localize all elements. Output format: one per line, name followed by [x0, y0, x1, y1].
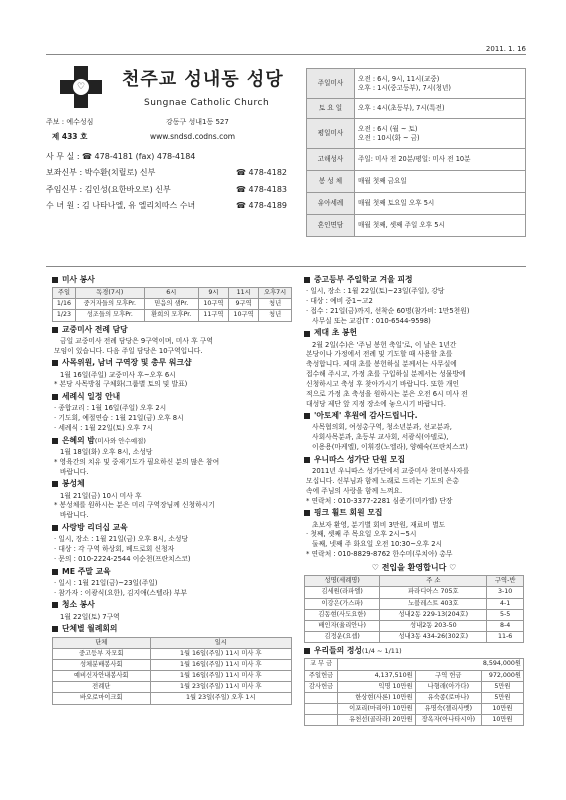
table-row [305, 704, 524, 715]
text-cell: 둘째, 넷째 주 화요일 오전 10:30~오후 2시 [312, 540, 443, 549]
text-cell: · 일시 : 1월 21일(금)~23일(주일) [54, 578, 158, 587]
text-cell: 성내2동 203-50 [380, 620, 487, 631]
text-cell: 오후 : 4시(초등부), 7시(특전) [355, 99, 526, 119]
text-cell: 주임신부 : 김인성(요한바오로) 신부 [46, 184, 171, 194]
text-cell: 1월 16일(주일) 교중미사 후~오후 6시 [60, 370, 176, 379]
text-cell: 오전 : 6시 (월 ~ 토) 오전 : 10시(화 ~ 금) [355, 119, 526, 149]
text-cell: 고해성사 [307, 149, 355, 171]
text-cell: 주일헌금 [305, 670, 338, 681]
section-heading [304, 275, 524, 285]
text-cell: 1월 23일(주일) 11시 미사 후 [150, 682, 291, 693]
text-cell: 1/23 [53, 310, 76, 321]
bullet-square-icon [52, 360, 58, 366]
text-cell: 8-4 [487, 620, 524, 631]
section-heading [52, 325, 292, 335]
text-cell [305, 704, 338, 715]
text-cell: ☎ 478-4182 [236, 168, 288, 178]
table-row [305, 670, 524, 681]
text-cell: 유아세례 [307, 193, 355, 215]
text-cell: 속에 주님의 사랑을 함께 느껴요. [306, 486, 403, 495]
table-row [305, 632, 524, 643]
text-cell: 1월 23일(주일) 오후 1시 [150, 693, 291, 704]
table-row [53, 671, 292, 682]
text-cell: 10만원 [481, 704, 523, 715]
text-cell: 성체분배봉사회 [53, 659, 151, 670]
text-cell: 청년 [259, 299, 292, 310]
issue-number: 제 433 호 [52, 132, 88, 141]
text-cell: 제대 초 봉헌 [314, 328, 358, 338]
text-cell: 성내3동 434-26(302호) [380, 632, 487, 643]
text-cell: 중고등부 자모회 [53, 648, 151, 659]
text-cell: 김동현(사도요한) [305, 609, 380, 620]
text-cell: 10만원 [481, 715, 523, 726]
text-cell: 11-6 [487, 632, 524, 643]
text-cell: 10구역 [229, 310, 259, 321]
text-cell: 핑크 휠트 회원 모집 [314, 508, 383, 518]
text-cell: * 연락처 : 010-3377-2281 심준기(미카엘) 단장 [306, 496, 453, 505]
bullet-square-icon [52, 394, 58, 400]
contact-row [46, 185, 302, 195]
text-cell: 유숙종(로마나) [415, 692, 481, 703]
table-row [53, 310, 292, 321]
text-cell: 5만원 [481, 692, 523, 703]
text-cell: 5만원 [481, 681, 523, 692]
bullet-square-icon [304, 457, 310, 463]
text-cell: 구역-반 [487, 576, 524, 587]
text-cell: 단체별 월례회의 [62, 624, 118, 634]
text-cell: 교중미사 전례 담당 [62, 324, 128, 334]
address: 강동구 성내1동 527 [166, 118, 229, 126]
text-cell: 우니따스 성가단 단원 모집 [314, 454, 405, 464]
text-cell: 오후7시 [259, 288, 292, 299]
text-cell: ☎ 478-4183 [236, 184, 288, 194]
right-column [304, 272, 524, 729]
contact-row [46, 168, 302, 178]
text-cell: 이강은(가스파) [305, 598, 380, 609]
text-cell: 11시 [229, 288, 259, 299]
section-heading [52, 523, 292, 533]
text-cell: 수 녀 원 : 김 나타나엘, 유 엘리치따스 수녀 [46, 201, 196, 211]
text-cell: 8,594,000원 [338, 659, 524, 670]
text-cell [305, 692, 338, 703]
text-cell: 2011년 우니따스 성가단에서 교중미사 찬미봉사자를 [312, 467, 470, 476]
text-cell: 봉 성 체 [307, 171, 355, 193]
text-cell: 봉성체 [62, 479, 85, 489]
text-cell: 환희의 모후Pr. [144, 310, 198, 321]
masthead [46, 58, 302, 262]
cross-logo-icon [60, 66, 102, 108]
table-row [307, 99, 526, 119]
section-heading [52, 567, 292, 577]
text-cell: · 문의 : 010-2224-2544 이순천(프란치스코) [54, 554, 191, 563]
table-row [305, 576, 524, 587]
text-cell: 청소 봉사 [62, 600, 95, 610]
top-rule [46, 54, 526, 55]
text-cell: 교 무 금 [305, 659, 338, 670]
section-heading [52, 436, 292, 446]
table-row [53, 648, 292, 659]
mass-schedule-table [306, 68, 526, 237]
text-cell: 청년 [259, 310, 292, 321]
bullet-square-icon [304, 510, 310, 516]
table-row [307, 193, 526, 215]
text-cell: 1월 21일(금) 10시 미사 후 [60, 491, 142, 500]
text-cell: 주 소 [380, 576, 487, 587]
text-cell: 사목위원, 남녀 구역장 및 총무 워크샵 [62, 358, 192, 368]
text-cell: 토 요 일 [307, 99, 355, 119]
text-cell: ☎ 478-4189 [236, 201, 288, 211]
text-cell: 9구역 [229, 299, 259, 310]
table-row [305, 692, 524, 703]
text-cell: 중거자들의 모후Pr. [75, 299, 144, 310]
text-cell: 배인자(율리안나) [305, 620, 380, 631]
text-cell: 평일미사 [307, 119, 355, 149]
bullet-square-icon [304, 413, 310, 419]
text-cell: * 영육간의 치유 및 중재기도가 필요하신 분의 많은 참여 [54, 457, 220, 466]
text-cell: · 기도회, 예절연습 : 1월 21일(금) 오후 8시 [54, 414, 184, 423]
text-cell: 사회사목분과, 초등부 교사회, 서광식(아델로), [312, 433, 449, 442]
text-cell: 김세원(라파엘) [305, 587, 380, 598]
text-cell: 중고등부 주일학교 겨울 피정 [314, 275, 413, 284]
text-cell: 한상현(사론) 10만원 [338, 692, 416, 703]
text-cell: 4,137,510원 [338, 670, 416, 681]
section-heading [304, 455, 524, 465]
divider [46, 266, 526, 267]
text-cell: 구역 헌금 [415, 670, 481, 681]
text-cell: 보좌신부 : 박수환(치릴로) 신부 [46, 168, 156, 178]
text-cell: 바오로마이크회 [53, 693, 151, 704]
offering-table [304, 658, 524, 726]
text-cell: 독경(7시) [75, 288, 144, 299]
bullet-square-icon [52, 602, 58, 608]
text-cell: 미사 봉사 [62, 275, 95, 284]
text-cell: 이포리(마리아) 10만원 [338, 704, 416, 715]
text-cell: 사목협의회, 여성총구역, 청소년분과, 선교분과, [312, 423, 452, 432]
section-heading [52, 624, 292, 634]
text-cell: 사 무 실 : ☎ 478-4181 (fax) 478-4184 [46, 152, 196, 161]
text-cell: 우리들의 정성 [314, 646, 362, 656]
text-cell: 모임이 있습니다. 다음 주일 담당은 10구역입니다. [54, 346, 203, 355]
text-cell: 예비신자안내봉사회 [53, 671, 151, 682]
table-row [305, 715, 524, 726]
text-cell: · 세례식 : 1월 22일(토) 오후 7시 [54, 423, 154, 432]
welcome-title: ♡ 전입을 환영합니다 ♡ [371, 562, 457, 572]
patron-label: 주보 : 예수성심 [46, 118, 94, 126]
text-cell: 축성합니다. 제대 초를 봉헌하실 분께서는 사무실에 [306, 360, 457, 369]
text-cell: 3-10 [487, 587, 524, 598]
text-cell: 바랍니다. [60, 467, 89, 476]
text-cell: 믿음의 샘Pr. [144, 299, 198, 310]
section-heading [304, 508, 524, 518]
text-cell: · 일시, 장소 : 1월 22일(토)~23일(주일), 강당 [306, 287, 445, 296]
bullet-square-icon [52, 569, 58, 575]
text-cell: 주일 [53, 288, 76, 299]
text-cell: · 일시, 장소 : 1월 21일(금) 오후 8시, 소성당 [54, 535, 189, 544]
text-cell: 1/16 [53, 299, 76, 310]
church-title: 천주교 성내동 성당 [122, 69, 284, 90]
text-cell: 성명(세례명) [305, 576, 380, 587]
table-row [305, 609, 524, 620]
text-cell: 김정운(요셉) [305, 632, 380, 643]
text-cell: 이용용(마케엘), 이휘경(노엘라), 양혜숙(프란치스코) [312, 443, 468, 452]
text-cell: 바랍니다. [60, 511, 89, 520]
text-cell: 장옥자(아나타시아) [415, 715, 481, 726]
text-cell: 매월 첫째 금요일 [355, 171, 526, 193]
text-cell: * 연락처 : 010-8829-8762 한수미(루치아) 총무 [306, 550, 453, 559]
text-cell [236, 152, 302, 162]
contact-list [46, 152, 302, 218]
text-cell: 9시 [198, 288, 228, 299]
text-cell: 모십니다. 신부님과 함께 노래로 드리는 기도의 은총 [306, 476, 460, 485]
text-cell: (1/4 ~ 1/11) [361, 647, 402, 656]
text-cell: 1월 16일(주일) 11시 미사 후 [150, 659, 291, 670]
text-cell: · 접수 : 21일(금)까지, 선착순 60명(참가비: 1만5천원) [306, 306, 470, 315]
text-cell: 4-1 [487, 598, 524, 609]
text-cell: 성내2동 229-13(204호) [380, 609, 487, 620]
text-cell: 오전 : 6시, 9시, 11시(교중) 오후 : 1시(중고등부), 7시(청년) [355, 69, 526, 99]
contact-row [46, 152, 302, 162]
welcome-table [304, 575, 524, 643]
text-cell: 파라디아스 705호 [380, 587, 487, 598]
text-cell: 주일미사 [307, 69, 355, 99]
text-cell: '아토제' 후원에 감사드립니다. [314, 411, 418, 421]
table-row [307, 119, 526, 149]
table-row [307, 171, 526, 193]
bullet-square-icon [52, 327, 58, 333]
text-cell: 1월 16일(주일) 11시 미사 후 [150, 648, 291, 659]
text-cell: 혼인면담 [307, 215, 355, 237]
text-cell: 일시 [150, 637, 291, 648]
text-cell [305, 715, 338, 726]
bullet-square-icon [52, 626, 58, 632]
table-row [307, 149, 526, 171]
text-cell: 대성당 제단 앞 지정 장소에 놓으시기 바랍니다. [306, 399, 446, 408]
heart-icon: ♡ [77, 82, 86, 92]
text-cell: 1월 22일(토) 7구역 [60, 612, 120, 621]
table-row [307, 69, 526, 99]
text-cell: · 대상 : 각 구역 하상회, 베드로회 신청자 [54, 544, 175, 553]
table-row [305, 598, 524, 609]
table-row [307, 215, 526, 237]
left-column [52, 272, 292, 708]
text-cell: 노블레스트 403호 [380, 598, 487, 609]
bullet-square-icon [52, 438, 58, 444]
text-cell: ME 주말 교육 [62, 566, 111, 576]
text-cell: 전례단 [53, 682, 151, 693]
text-cell: 적으로 가정 초 축성을 원하시는 분은 오전 6시 미사 전 [306, 389, 468, 398]
table-row [53, 693, 292, 704]
text-cell: (미사와 안수예절) [94, 436, 146, 445]
section-heading [52, 600, 292, 610]
text-cell: 2월 2일(수)은 '주님 봉헌 축일'로, 이 날은 1년간 [312, 340, 457, 349]
issue-date: 2011. 1. 16 [485, 45, 526, 53]
table-row [305, 659, 524, 670]
mass-service-table [52, 287, 292, 322]
text-cell: 매월 첫째, 셋째 주일 오후 5시 [355, 215, 526, 237]
section-heading [52, 275, 292, 285]
text-cell: 매월 첫째 토요일 오후 5시 [355, 193, 526, 215]
section-heading [304, 411, 524, 421]
text-cell: 은혜의 밤 [62, 435, 95, 445]
table-row [305, 681, 524, 692]
section-heading [304, 328, 524, 338]
table-row [53, 288, 292, 299]
text-cell: 5-5 [487, 609, 524, 620]
section-heading [52, 358, 292, 368]
section-heading [52, 392, 292, 402]
text-cell: 세례식 일정 안내 [62, 392, 121, 402]
church-title-en: Sungnae Catholic Church [144, 98, 270, 108]
text-cell: 단체 [53, 637, 151, 648]
text-cell: 접수해 주시고, 가정 초를 구입하실 분께서는 성물방에 [306, 370, 466, 379]
table-row [53, 659, 292, 670]
text-cell: · 종합교리 : 1월 16일(주일) 오후 2시 [54, 404, 167, 413]
bullet-square-icon [304, 331, 310, 337]
text-cell: 신청하시고 축성 후 찾아가시기 바랍니다. 또한 개인 [306, 379, 460, 388]
table-row [53, 299, 292, 310]
text-cell: 본당이나 가정에서 전례 및 기도할 때 사용할 초를 [306, 350, 453, 359]
table-row [53, 637, 292, 648]
text-cell: 주일: 미사 전 20분/평일: 미사 전 10분 [355, 149, 526, 171]
text-cell: 사랑방 리더십 교육 [62, 523, 128, 533]
section-heading [52, 479, 292, 489]
bullet-square-icon [52, 277, 58, 283]
text-cell: 10구역 [198, 299, 228, 310]
bullet-square-icon [52, 481, 58, 487]
website-link[interactable]: www.sndsd.codns.com [150, 132, 236, 141]
text-cell: 6시 [144, 288, 198, 299]
table-row [305, 620, 524, 631]
text-cell: · 대상 : 예비 중1~고2 [306, 296, 373, 305]
section-heading [304, 646, 524, 656]
text-cell: 1월 18일(화) 오후 8시, 소성당 [60, 447, 153, 456]
text-cell: 성조들의 모후Pr. [75, 310, 144, 321]
text-cell: 초보자 환영, 분기별 회비 3만원, 재료비 별도 [312, 520, 446, 529]
text-cell: 금일 교중미사 전례 담당은 9구역이며, 미사 후 구역 [60, 336, 213, 345]
text-cell: 익명 10만원 [338, 681, 416, 692]
bullet-square-icon [304, 648, 310, 654]
bullet-square-icon [52, 525, 58, 531]
text-cell: 감사헌금 [305, 681, 338, 692]
text-cell: · 참가자 : 이광식(요한), 김지애(스텔라) 부부 [54, 588, 188, 597]
monthly-meeting-table [52, 637, 292, 705]
text-cell: 유명숙(젤리사벳) [415, 704, 481, 715]
text-cell: 유천선(골라라) 20만원 [338, 715, 416, 726]
table-row [305, 587, 524, 598]
text-cell: 나형래(아가다) [415, 681, 481, 692]
text-cell: * 봉성체를 원하시는 분은 미리 구역장님께 신청하시기 [54, 501, 215, 510]
table-row [53, 682, 292, 693]
text-cell: 사무실 또는 교감(T : 010-6544-9598) [312, 316, 431, 325]
text-cell: 1월 16일(주일) 11시 미사 후 [150, 671, 291, 682]
text-cell: * 본당 사목방침 구체화(그룹별 토의 및 발표) [54, 380, 188, 389]
bullet-square-icon [304, 277, 310, 283]
text-cell: 11구역 [198, 310, 228, 321]
text-cell: 972,000원 [481, 670, 523, 681]
contact-row [46, 201, 302, 211]
text-cell: · 첫째, 셋째 주 목요일 오후 2시~5시 [306, 530, 417, 539]
